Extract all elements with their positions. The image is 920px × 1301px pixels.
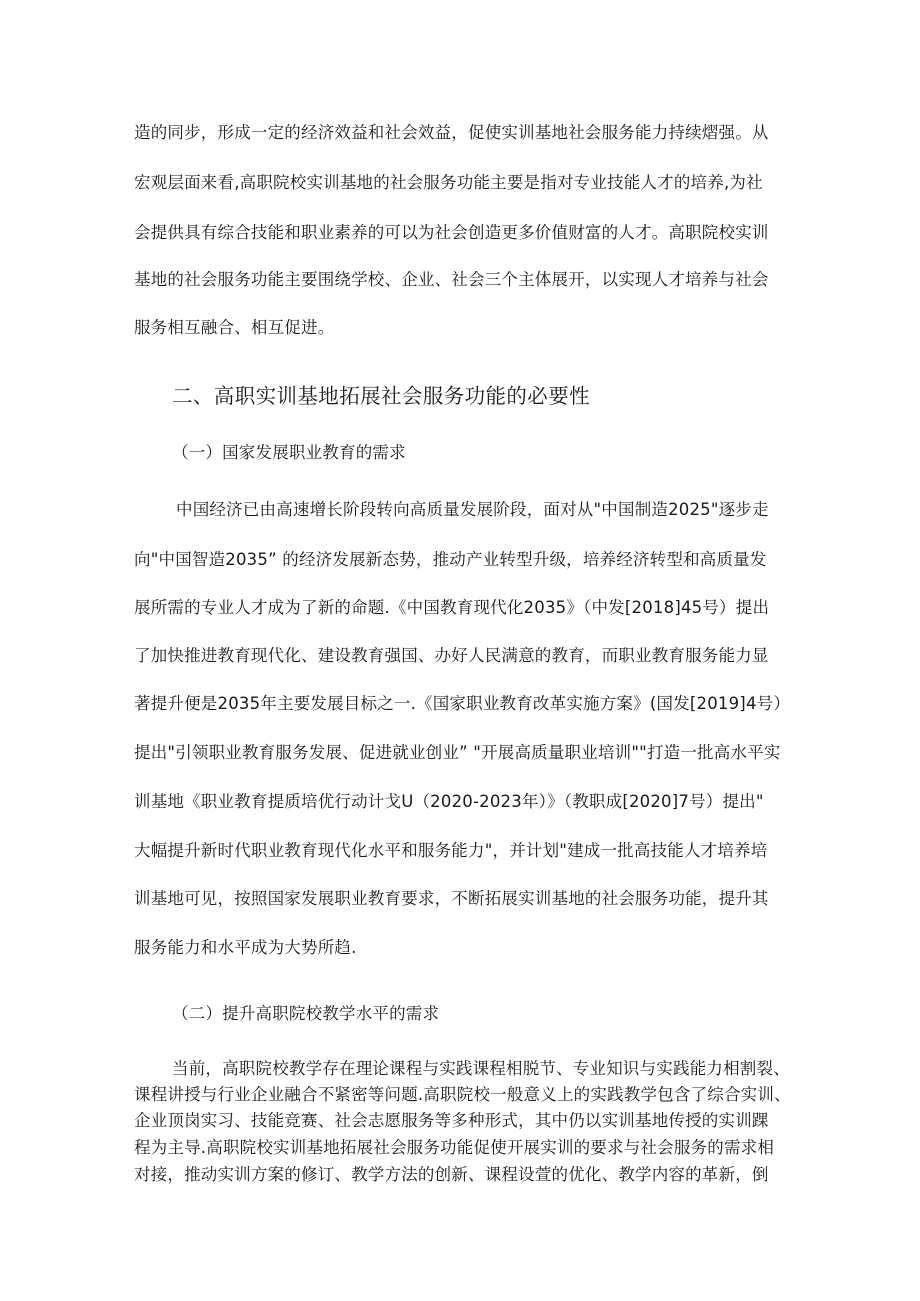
body-text-line: 当前，高职院校教学存在理论课程与实践课程相脱节、专业知识与实践能力相割裂、 (172, 1059, 790, 1078)
body-text-line: 了加快推进教育现代化、建设教育强国、办好人民满意的教育，而职业教育服务能力显 (134, 646, 769, 665)
body-text-line: 训基地《职业教育提质培优行动计戈U（2020-2023年）》（教职成[2020]7号）提出" (134, 792, 764, 811)
body-text-line: 造的同步，形成一定的经济效益和社会效益，促使实训基地社会服务能力持续熠强。从 (134, 123, 769, 142)
body-text-line: 向"中国智造2035” 的经济发展新态势，推动产业转型升级，培养经济转型和高质量发 (134, 550, 767, 569)
body-text-line: 会提供具有综合技能和职业素养的可以为社会创造更多价值财富的人才。高职院校实训 (134, 223, 769, 242)
body-text-line: 展所需的专业人才成为了新的命题.《中国教育现代化2035》（中发[2018]45号）提出 (134, 598, 770, 617)
body-text-line: 提出"引领职业教育服务发展、促进就业创业” "开展高质量职业培训""打造一批高水平实 (134, 743, 781, 762)
body-text-line: 基地的社会服务功能主要围绕学校、企业、社会三个主体展开，以实现人才培养与社会 (134, 270, 769, 289)
section-heading: 二、高职实训基地拓展社会服务功能的必要性 (172, 384, 590, 408)
subsection-heading: （一）国家发展职业教育的需求 (172, 443, 406, 462)
subsection-heading: （二）提升高职院校教学水平的需求 (172, 1004, 440, 1023)
body-text-line: 服务能力和水平成为大势所趋. (134, 938, 357, 957)
body-text-line: 课程讲授与行业企业融合不紧密等问题.高职院校一般意义上的实践教学包含了综合实训、 (134, 1085, 791, 1104)
body-text-line: 企业顶岗实习、技能竞赛、社会志愿服务等多种形式，其中仍以实训基地传授的实训踝 (134, 1111, 769, 1130)
body-text-line: 程为主导.高职院校实训基地拓展社会服务功能促使开展实训的要求与社会服务的需求相 (134, 1138, 775, 1157)
body-text-line: 中国经济已由高速增长阶段转向高质量发展阶段，面对从"中国制造2025"逐步走 (176, 500, 769, 519)
body-text-line: 大幅提升新时代职业教育现代化水平和服务能力"，并计划"建成一批高技能人才培养培 (134, 841, 768, 860)
body-text-line: 著提升便是2035年主要发展目标之一.《国家职业教育改革实施方案》(国发[2019]4号） (134, 694, 791, 713)
body-text-line: 宏观层面来看,高职院校实训基地的社会服务功能主要是指对专业技能人才的培养,为社 (134, 173, 763, 192)
body-text-line: 服务相互融合、相互促进。 (134, 318, 335, 337)
body-text-line: 训基地可见，按照国家发展职业教育要求，不断拓展实训基地的社会服务功能，提升其 (134, 889, 769, 908)
body-text-line: 对接，推动实训方案的修订、教学方法的创新、课程设萱的优化、教学内容的革新，倒 (134, 1165, 769, 1184)
